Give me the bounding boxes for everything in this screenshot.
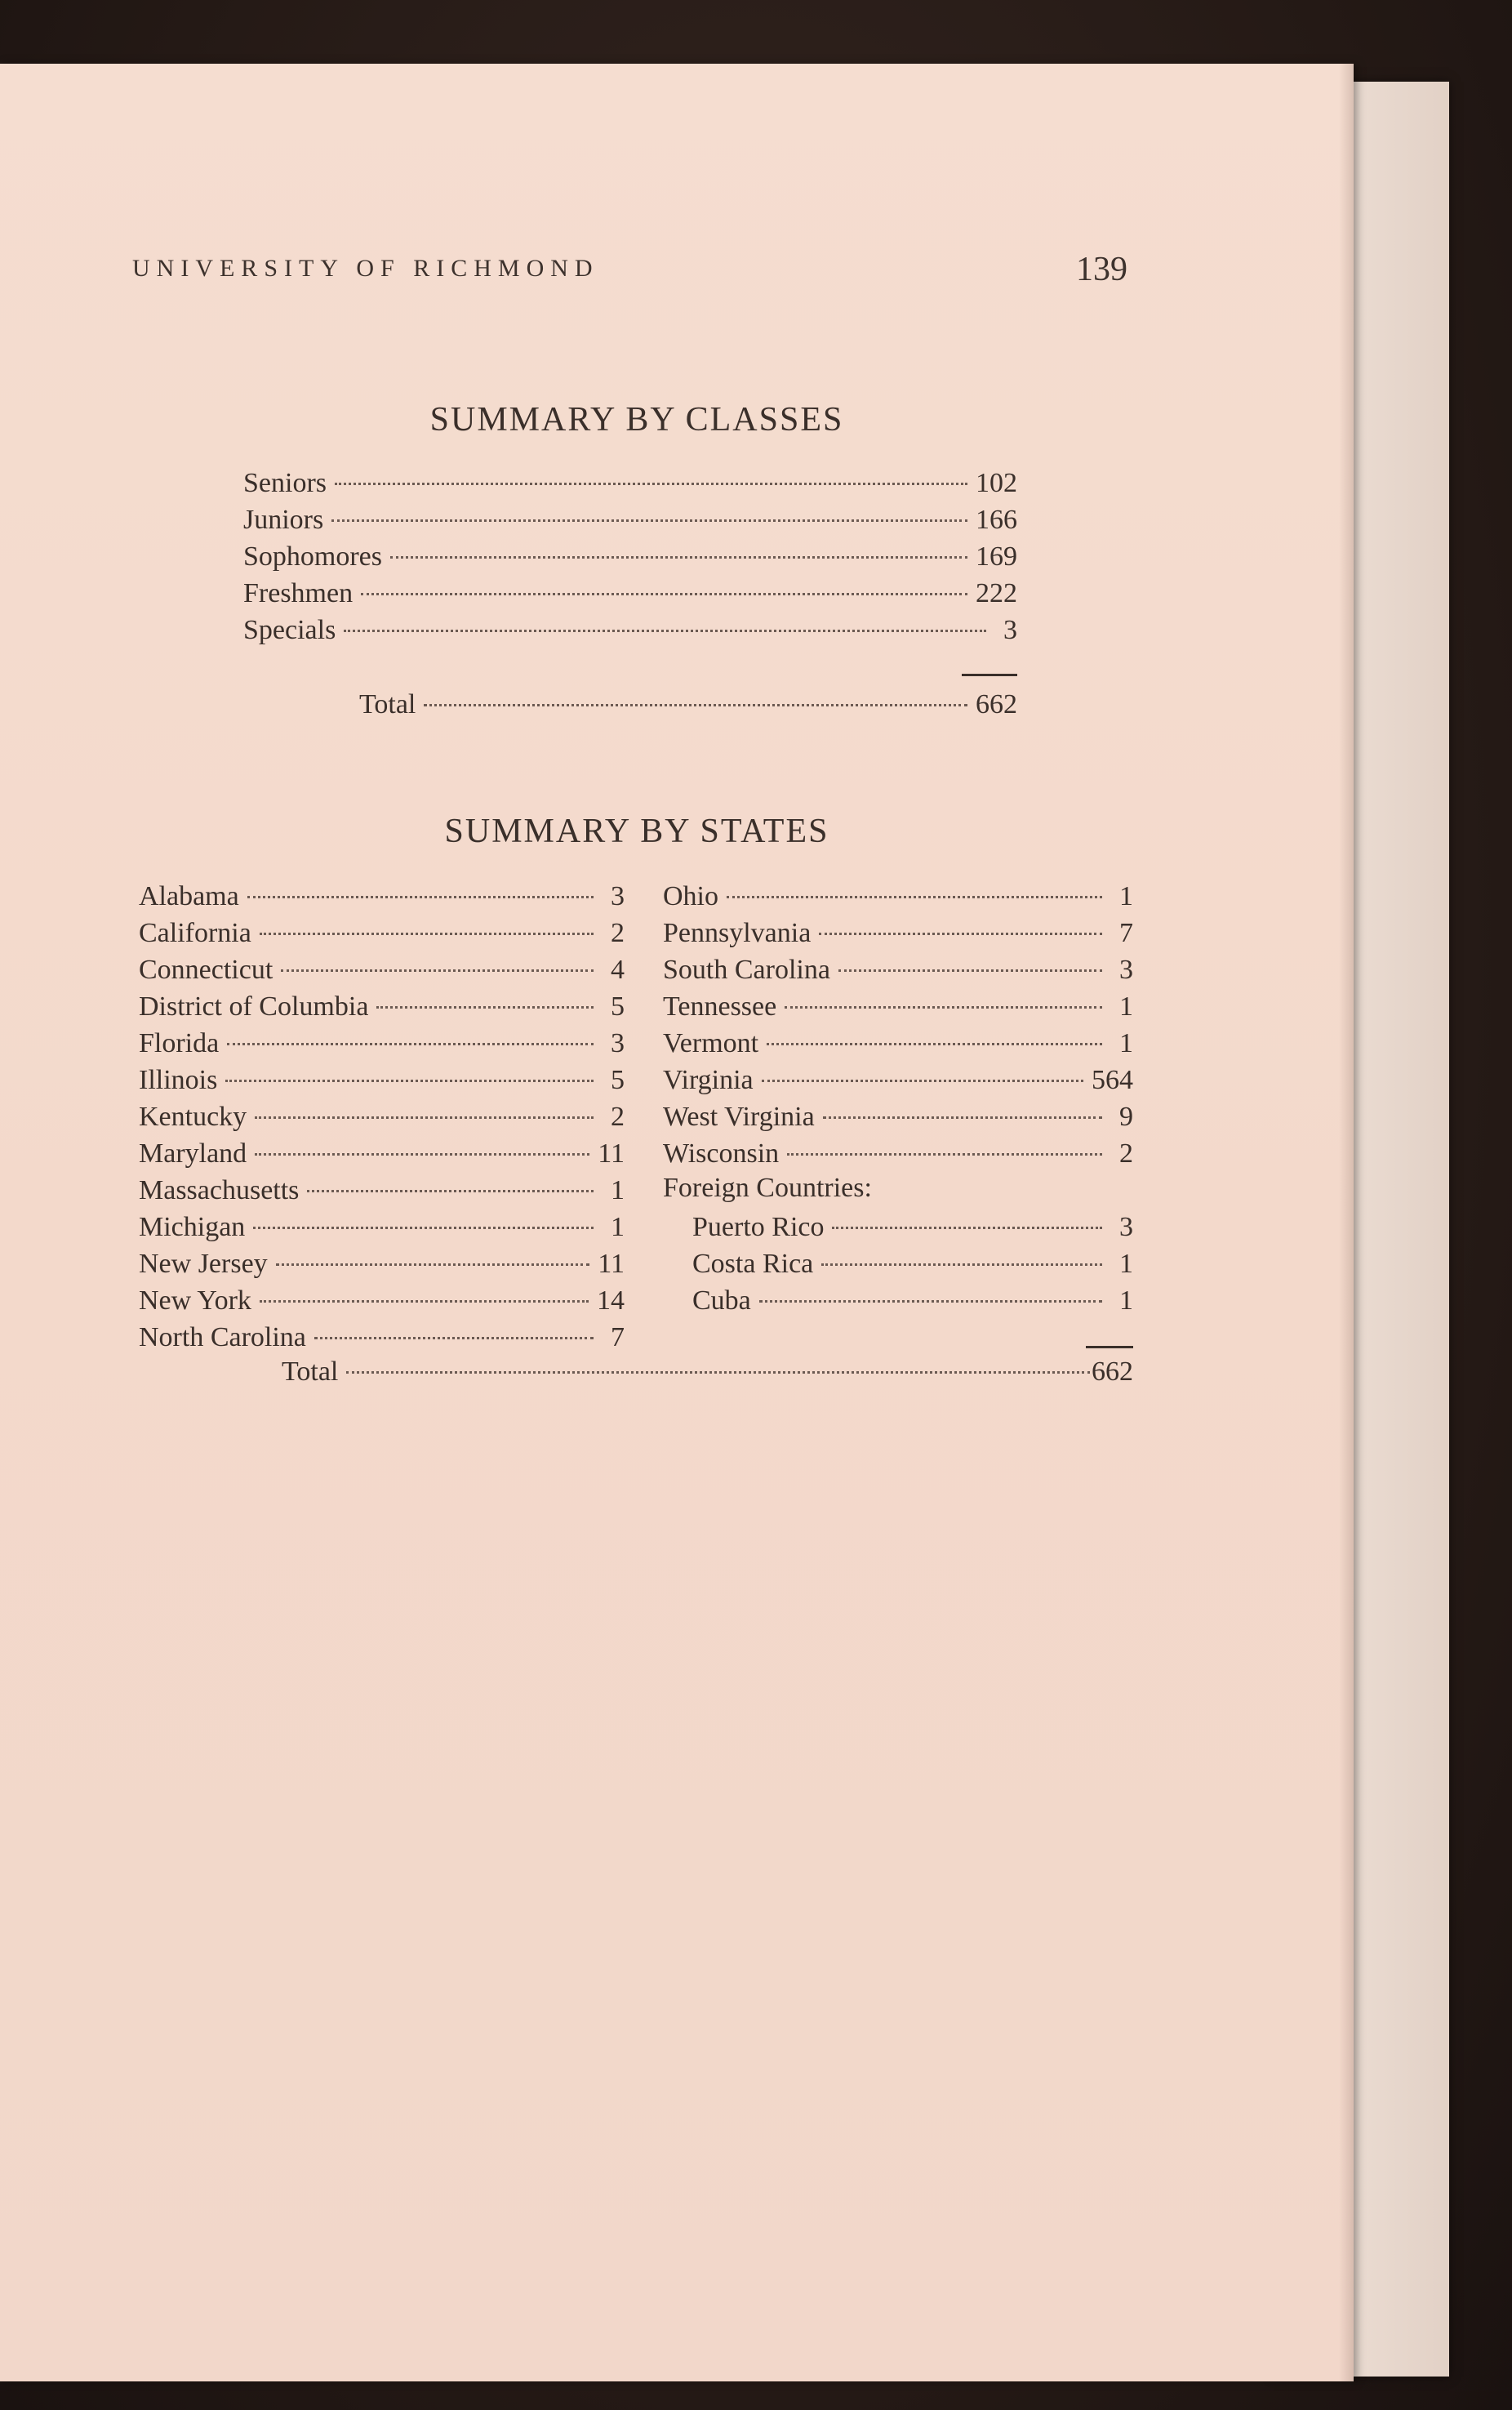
state-row-value: 3	[611, 881, 625, 911]
state-row	[139, 915, 625, 951]
leader-dots	[376, 1006, 594, 1009]
country-row-value: 1	[1119, 1249, 1133, 1279]
state-row-label: California	[139, 918, 251, 948]
state-row-label: Wisconsin	[663, 1138, 780, 1169]
leader-dots	[361, 593, 967, 595]
state-row-value: 1	[1119, 1028, 1133, 1058]
leader-dots	[281, 969, 594, 972]
class-row-label: Sophomores	[243, 541, 382, 572]
class-row-label: Freshmen	[243, 578, 354, 608]
state-row-label: Ohio	[663, 881, 718, 911]
state-row-value: 1	[1119, 991, 1133, 1022]
country-row-label: Costa Rica	[692, 1249, 814, 1279]
state-row-value: 3	[1119, 955, 1133, 985]
state-row	[139, 1062, 625, 1098]
leader-dots	[823, 1116, 1102, 1119]
state-row-label: Maryland	[139, 1138, 247, 1169]
state-row-label: Alabama	[139, 881, 239, 911]
state-row-label: Florida	[139, 1028, 220, 1058]
leader-dots	[260, 1300, 589, 1303]
states-total-value: 662	[1092, 1356, 1133, 1387]
state-row	[663, 952, 1133, 988]
leader-dots	[307, 1190, 594, 1192]
state-row	[663, 1026, 1133, 1062]
state-row-value: 4	[611, 955, 625, 985]
country-row	[692, 1246, 1133, 1282]
state-row-value: 2	[611, 918, 625, 948]
state-row-value: 1	[1119, 881, 1133, 911]
leader-dots	[227, 1043, 594, 1045]
state-row-value: 9	[1119, 1102, 1133, 1132]
state-row-label: Tennessee	[663, 991, 777, 1022]
classes-title: SUMMARY BY CLASSES	[429, 401, 844, 439]
class-row-label: Juniors	[243, 505, 324, 535]
country-row-label: Puerto Rico	[692, 1212, 825, 1242]
class-row-value: 3	[1003, 615, 1017, 645]
class-row-value: 169	[976, 541, 1017, 572]
state-row-value: 7	[611, 1322, 625, 1352]
class-row-value: 102	[976, 468, 1017, 498]
state-row-value: 1	[611, 1175, 625, 1205]
states-total-row	[282, 1354, 1133, 1390]
class-row-value: 222	[976, 578, 1017, 608]
state-row-label: South Carolina	[663, 955, 830, 985]
state-row	[663, 1099, 1133, 1135]
foreign-countries-label: Foreign Countries:	[663, 1173, 872, 1203]
leader-dots	[767, 1043, 1102, 1045]
state-row	[139, 1320, 625, 1356]
states-total-label: Total	[282, 1356, 339, 1387]
state-row	[663, 1062, 1133, 1098]
state-row	[139, 1099, 625, 1135]
state-row-value: 3	[611, 1028, 625, 1058]
country-row	[692, 1283, 1133, 1319]
states-total-rule	[1086, 1346, 1133, 1348]
leader-dots	[821, 1263, 1102, 1266]
state-row	[139, 1283, 625, 1319]
state-row	[663, 1136, 1133, 1172]
leader-dots	[762, 1080, 1083, 1082]
class-row	[243, 466, 1017, 501]
state-row	[139, 1246, 625, 1282]
classes-total-value: 662	[976, 689, 1017, 719]
classes-total-label: Total	[359, 689, 416, 719]
states-title: SUMMARY BY STATES	[444, 813, 829, 850]
state-row-value: 2	[611, 1102, 625, 1132]
state-row	[139, 1209, 625, 1245]
state-row-label: Illinois	[139, 1065, 218, 1095]
state-row	[139, 989, 625, 1025]
state-row-label: New Jersey	[139, 1249, 268, 1279]
state-row-label: Virginia	[663, 1065, 754, 1095]
state-row	[139, 1173, 625, 1209]
page-number: 139	[1076, 251, 1127, 288]
country-row	[692, 1209, 1133, 1245]
leader-dots	[759, 1300, 1102, 1303]
country-row-value: 1	[1119, 1285, 1133, 1316]
state-row-value: 11	[598, 1138, 625, 1169]
leader-dots	[255, 1153, 589, 1156]
state-row-label: North Carolina	[139, 1322, 306, 1352]
state-row-label: Vermont	[663, 1028, 759, 1058]
leader-dots	[225, 1080, 594, 1082]
leader-dots	[390, 556, 967, 559]
state-row	[139, 1026, 625, 1062]
leader-dots	[260, 933, 594, 935]
state-row-label: Pennsylvania	[663, 918, 812, 948]
class-row-label: Specials	[243, 615, 336, 645]
leader-dots	[346, 1371, 1090, 1374]
leader-dots	[344, 630, 986, 632]
class-row	[243, 539, 1017, 575]
leader-dots	[832, 1227, 1102, 1229]
state-row-value: 2	[1119, 1138, 1133, 1169]
state-row	[663, 989, 1133, 1025]
leader-dots	[314, 1337, 594, 1339]
leader-dots	[424, 704, 967, 706]
leader-dots	[787, 1153, 1102, 1156]
class-row	[243, 576, 1017, 612]
classes-total-row	[359, 687, 1017, 723]
leader-dots	[819, 933, 1102, 935]
state-row-label: New York	[139, 1285, 251, 1316]
state-row-value: 7	[1119, 918, 1133, 948]
leader-dots	[331, 519, 967, 522]
state-row-value: 5	[611, 991, 625, 1022]
state-row	[139, 952, 625, 988]
state-row-value: 11	[598, 1249, 625, 1279]
leader-dots	[276, 1263, 590, 1266]
leader-dots	[253, 1227, 594, 1229]
leader-dots	[727, 896, 1102, 898]
state-row-label: Massachusetts	[139, 1175, 300, 1205]
class-row-label: Seniors	[243, 468, 327, 498]
state-row	[663, 915, 1133, 951]
state-row	[139, 879, 625, 915]
country-row-label: Cuba	[692, 1285, 751, 1316]
leader-dots	[785, 1006, 1102, 1009]
class-row	[243, 502, 1017, 538]
state-row-value: 564	[1092, 1065, 1133, 1095]
running-head: UNIVERSITY OF RICHMOND	[132, 255, 599, 282]
leader-dots	[335, 483, 967, 485]
state-row	[139, 1136, 625, 1172]
country-row-value: 3	[1119, 1212, 1133, 1242]
state-row-label: Kentucky	[139, 1102, 247, 1132]
class-row-value: 166	[976, 505, 1017, 535]
state-row-value: 1	[611, 1212, 625, 1242]
classes-total-rule	[962, 674, 1017, 676]
state-row-label: Connecticut	[139, 955, 273, 985]
class-row	[243, 613, 1017, 648]
state-row-label: West Virginia	[663, 1102, 815, 1132]
leader-dots	[838, 969, 1102, 972]
page-shadow	[1339, 64, 1354, 2381]
state-row-value: 5	[611, 1065, 625, 1095]
state-row-label: Michigan	[139, 1212, 246, 1242]
state-row-value: 14	[597, 1285, 625, 1316]
leader-dots	[247, 896, 594, 898]
state-row-label: District of Columbia	[139, 991, 369, 1022]
state-row	[663, 879, 1133, 915]
leader-dots	[255, 1116, 594, 1119]
